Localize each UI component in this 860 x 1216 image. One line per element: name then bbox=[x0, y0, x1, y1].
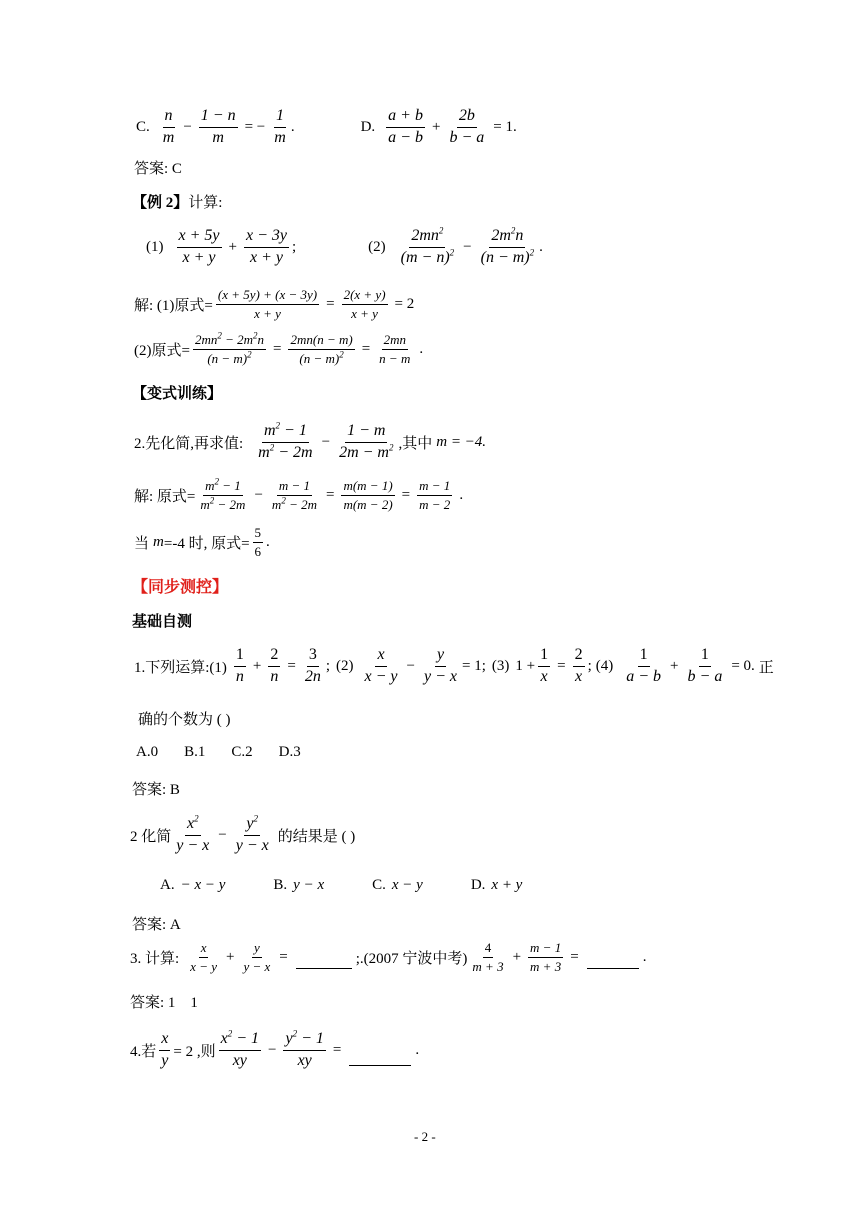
q1-item-4-end: = 0. bbox=[731, 657, 755, 674]
fraction: $\frac{5}{6}$ bbox=[254, 525, 262, 559]
example-2-title: 【例 2】 bbox=[132, 195, 189, 211]
fraction: $\frac{2mn^2}{(m - n)^2}$ bbox=[400, 225, 455, 266]
result: = 2 bbox=[394, 295, 415, 312]
option-c-label: C. bbox=[136, 118, 150, 135]
variant-condition: m = −4. bbox=[436, 433, 487, 450]
fraction: $\frac{y}{y - x}$ bbox=[243, 940, 271, 974]
options-cd-line: C. $\frac{n}{m}$ − $\frac{1 - n}{m}$ = − $\frac{1}{m}$ . D. $\frac{a + b}{a - b}$ + $\frac{2b}{b - a}$ = 1. bbox=[136, 107, 517, 146]
solution-1-prefix: 解: (1)原式= bbox=[134, 297, 213, 314]
fraction: $\frac{1}{b - a}$ bbox=[687, 646, 723, 685]
variant-heading: 【变式训练】 bbox=[132, 386, 223, 402]
answer-2: 答案: B bbox=[132, 782, 180, 798]
semicolon: ; bbox=[325, 657, 331, 674]
equals: = 1. bbox=[493, 118, 517, 135]
period: . bbox=[290, 118, 295, 135]
fraction: $\frac{(x + 5y) + (x - 3y)}{x + y}$ bbox=[217, 287, 318, 321]
fraction: $\frac{x + 5y}{x + y}$ bbox=[178, 227, 220, 266]
fraction: $\frac{x}{y}$ bbox=[161, 1030, 169, 1069]
q2-option-c: x − y bbox=[391, 877, 423, 893]
solution-3: 解: 原式= $\frac{m^2 - 1}{m^2 - 2m}$ − $\frac{m - 1}{m^2 - 2m}$ = $\frac{m(m - 1)}{m(m - 2)}$ = $\frac{m - 1}{m - 2}$ . bbox=[134, 476, 464, 512]
q1-line-2: 确的个数为 ( ) bbox=[138, 712, 231, 728]
period: . bbox=[539, 238, 543, 255]
period: . bbox=[419, 340, 424, 357]
q1-prefix: 1.下列运算:(1) bbox=[134, 659, 227, 676]
fraction: $\frac{3}{2n}$ bbox=[304, 646, 321, 685]
q4-prefix: 4.若 bbox=[130, 1043, 157, 1060]
answer-3: 答案: A bbox=[132, 917, 181, 933]
example-2-heading bbox=[132, 191, 222, 212]
fraction: $\frac{1}{m}$ bbox=[274, 107, 286, 146]
fraction: $\frac{y^2}{y - x}$ bbox=[235, 813, 269, 854]
fraction: $\frac{2mn}{n - m}$ bbox=[379, 332, 411, 366]
q2-option-a-label: A. bbox=[160, 877, 175, 893]
fraction: $\frac{1 - n}{m}$ bbox=[200, 107, 236, 146]
variable-m: m bbox=[153, 533, 164, 550]
fraction: $\frac{m - 1}{m - 2}$ bbox=[419, 478, 451, 512]
question-3: 3. 计算: $\frac{x}{x - y}$ + $\frac{y}{y - x}$ = ;.(2007 宁波中考) $\frac{4}{m + 3}$ + $\frac{m - 1}{m + 3}$ = . bbox=[130, 940, 647, 974]
period: . bbox=[415, 1041, 420, 1058]
basic-heading: 基础自测 bbox=[132, 614, 193, 630]
example-2-text: 计算: bbox=[188, 195, 223, 211]
fraction: $\frac{2mn(n - m)}{(n - m)^2}$ bbox=[290, 332, 353, 366]
fraction: $\frac{x^2 - 1}{xy}$ bbox=[220, 1028, 259, 1069]
q1-item-4: (4) bbox=[595, 657, 614, 674]
fraction: $\frac{2mn^2 - 2m^2n}{(n - m)^2}$ bbox=[194, 330, 265, 366]
variant-prefix: 2.先化简,再求值: bbox=[134, 435, 244, 452]
fraction: $\frac{n}{m}$ bbox=[162, 107, 175, 146]
solution-2-prefix: (2)原式= bbox=[134, 342, 190, 359]
solution-1: 解: (1)原式= $\frac{(x + 5y) + (x - 3y)}{x + y}$ = $\frac{2(x + y)}{x + y}$ = 2 bbox=[134, 287, 415, 321]
q2-option-d: x + y bbox=[491, 877, 523, 893]
q1-tail: 正 bbox=[758, 659, 774, 676]
fraction: $\frac{a + b}{a - b}$ bbox=[388, 107, 423, 146]
equals: = − bbox=[244, 118, 266, 135]
fraction: $\frac{4}{m + 3}$ bbox=[472, 940, 504, 974]
fraction: $\frac{2b}{b - a}$ bbox=[449, 107, 485, 146]
example-2-problems: (1) $\frac{x + 5y}{x + y}$ + $\frac{x - 3y}{x + y}$ ; (2) $\frac{2mn^2}{(m - n)^2}$ − $\frac{2m^2n}{(n - m)^2}$ . bbox=[146, 225, 543, 266]
q2-prefix: 2 化简 bbox=[130, 828, 172, 845]
q2-option-c-label: C. bbox=[372, 877, 386, 893]
q1-item-2-end: = 1; bbox=[462, 657, 486, 674]
fraction: $\frac{1}{x}$ bbox=[540, 646, 549, 685]
fraction: $\frac{1 - m}{2m - m^2}$ bbox=[339, 422, 394, 461]
semicolon: ; bbox=[291, 238, 297, 255]
answer-4: 答案: 1 1 bbox=[130, 995, 198, 1011]
fraction: $\frac{x}{x - y}$ bbox=[364, 646, 398, 685]
period: . bbox=[642, 948, 647, 965]
answer-blank[interactable] bbox=[296, 967, 352, 969]
q2-option-b: y − x bbox=[293, 877, 325, 893]
q1-option-b: B.1 bbox=[184, 744, 206, 760]
fraction: $\frac{m - 1}{m^2 - 2m}$ bbox=[271, 478, 317, 512]
fraction: $\frac{m^2 - 1}{m^2 - 2m}$ bbox=[200, 476, 246, 512]
fraction: $\frac{x^2}{y - x}$ bbox=[176, 813, 210, 854]
q2-suffix: 的结果是 ( ) bbox=[277, 828, 356, 845]
item-2-label: (2) bbox=[368, 238, 386, 255]
q1-item-2: (2) bbox=[336, 657, 354, 674]
question-1: 1.下列运算:(1) $\frac{1}{n}$ + $\frac{2}{n}$ = $\frac{3}{2n}$ ; (2) $\frac{x}{x - y}$ − $\frac{y}{y - x}$ = 1; (3) 1 + $\frac{1}{x}$ = $\frac{2}{x}$ ; (4) $\frac{1}{a - b}$ + $\frac{1}{b - a}$ = 0. 正 bbox=[134, 646, 774, 685]
fraction: $\frac{x}{x - y}$ bbox=[190, 940, 217, 974]
q2-option-a: − x − y bbox=[180, 877, 226, 893]
option-d-label: D. bbox=[360, 118, 376, 135]
q1-item-3-mid: 1 + bbox=[515, 657, 536, 674]
page-number: - 2 - bbox=[414, 1129, 436, 1144]
fraction: $\frac{x - 3y}{x + y}$ bbox=[245, 227, 287, 266]
solution-3-prefix: 解: 原式= bbox=[134, 488, 196, 505]
q3-mid: ;.(2007 宁波中考) bbox=[355, 950, 468, 967]
period: . bbox=[459, 486, 464, 503]
variant-problem: 2.先化简,再求值: $\frac{m^2 - 1}{m^2 - 2m}$ − $\frac{1 - m}{2m - m^2}$ ,其中 m = −4. bbox=[134, 420, 487, 461]
answer-blank[interactable] bbox=[349, 1064, 411, 1066]
question-2: 2 化简 $\frac{x^2}{y - x}$ − $\frac{y^2}{y - x}$ 的结果是 ( ) bbox=[130, 813, 356, 854]
q1-option-d: D.3 bbox=[278, 744, 301, 760]
q1-item-3: (3) bbox=[491, 657, 510, 674]
fraction: $\frac{1}{a - b}$ bbox=[626, 646, 662, 685]
q1-options bbox=[136, 744, 301, 761]
fraction: $\frac{2m^2n}{(n - m)^2}$ bbox=[480, 225, 535, 266]
variant-mid: ,其中 bbox=[398, 435, 433, 452]
fraction: $\frac{y^2 - 1}{xy}$ bbox=[285, 1028, 324, 1069]
fraction: $\frac{y}{y - x}$ bbox=[424, 646, 457, 685]
q2-option-d-label: D. bbox=[470, 877, 486, 893]
fraction: $\frac{m(m - 1)}{m(m - 2)}$ bbox=[343, 478, 393, 512]
q4-mid: = 2 ,则 bbox=[173, 1043, 216, 1060]
solution-2: (2)原式= $\frac{2mn^2 - 2m^2n}{(n - m)^2}$ = $\frac{2mn(n - m)}{(n - m)^2}$ = $\frac{2mn}{n - m}$ . bbox=[134, 330, 424, 366]
q1-option-a: A.0 bbox=[136, 744, 159, 760]
fraction: $\frac{m^2 - 1}{m^2 - 2m}$ bbox=[258, 420, 313, 461]
fraction: $\frac{1}{n}$ bbox=[235, 646, 244, 685]
semicolon: ; bbox=[587, 657, 592, 674]
fraction: $\frac{2(x + y)}{x + y}$ bbox=[343, 287, 386, 321]
period: . bbox=[266, 533, 270, 550]
when-text: 当 bbox=[134, 535, 150, 552]
q3-prefix: 3. 计算: bbox=[130, 950, 180, 967]
fraction: $\frac{m - 1}{m + 3}$ bbox=[530, 940, 562, 974]
item-1-label: (1) bbox=[146, 238, 164, 255]
answer-blank[interactable] bbox=[587, 967, 639, 969]
question-4: 4.若 $\frac{x}{y}$ = 2 ,则 $\frac{x^2 - 1}{xy}$ − $\frac{y^2 - 1}{xy}$ = . bbox=[130, 1028, 420, 1069]
fraction: $\frac{2}{n}$ bbox=[270, 646, 279, 685]
value-text: =-4 时, 原式= bbox=[163, 535, 250, 552]
q1-option-c: C.2 bbox=[231, 744, 253, 760]
sync-heading: 【同步测控】 bbox=[132, 579, 229, 596]
q2-options bbox=[160, 877, 522, 894]
q2-option-b-label: B. bbox=[273, 877, 288, 893]
fraction: $\frac{2}{x}$ bbox=[574, 646, 583, 685]
answer-1: 答案: C bbox=[134, 161, 182, 177]
solution-3-value bbox=[134, 526, 270, 558]
